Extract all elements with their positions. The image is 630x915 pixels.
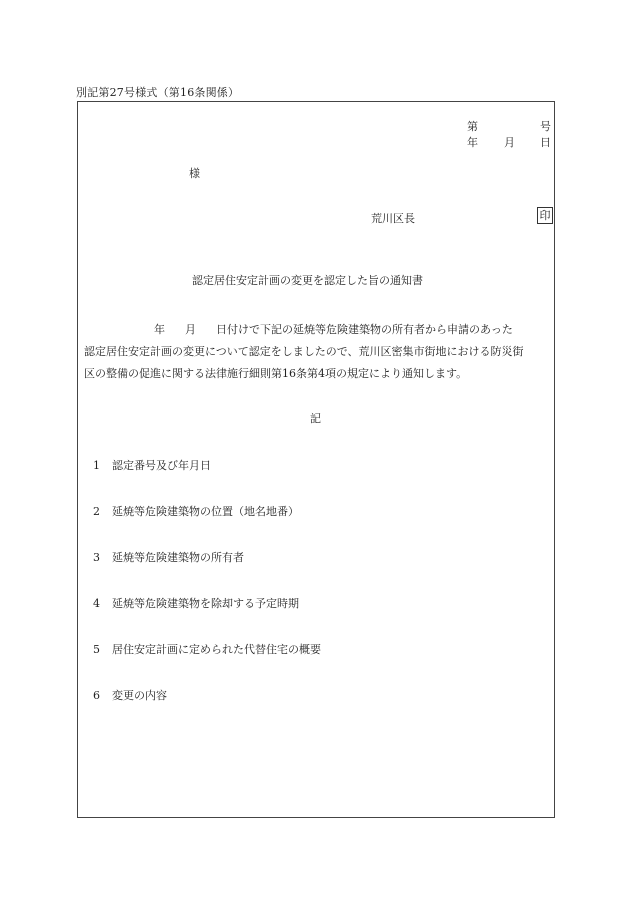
list-item: 3 延焼等危険建築物の所有者	[93, 551, 244, 564]
list-item: 2 延焼等危険建築物の位置（地名地番）	[93, 505, 299, 518]
body-line-3: 区の整備の促進に関する法律施行細則第16条第4項の規定により通知します。	[84, 367, 468, 380]
body-paragraph	[84, 319, 550, 385]
body-line-2: 認定居住安定計画の変更について認定をしましたので、荒川区密集市街地における防災街	[84, 345, 524, 358]
body-date-year: 年	[154, 323, 165, 336]
body-line-1-rest: 日付けで下記の延焼等危険建築物の所有者から申請のあった	[216, 323, 513, 336]
list-item: 6 変更の内容	[93, 689, 167, 702]
form-caption: 別記第27号様式（第16条関係）	[76, 86, 240, 99]
sender-name: 荒川区長	[371, 212, 415, 225]
doc-number-suffix: 号	[540, 120, 551, 133]
addressee-honorific: 様	[189, 167, 200, 180]
body-line-1	[84, 319, 550, 341]
list-item: 5 居住安定計画に定められた代替住宅の概要	[93, 643, 321, 656]
doc-number-prefix: 第	[467, 120, 478, 133]
document-title: 認定居住安定計画の変更を認定した旨の通知書	[192, 274, 423, 287]
seal-mark: 印	[537, 207, 553, 224]
header-date-month: 月	[504, 136, 515, 149]
header-date-year: 年	[467, 136, 478, 149]
body-date-month: 月	[185, 323, 196, 336]
header-date-day: 日	[540, 136, 551, 149]
ki-heading: 記	[310, 412, 321, 425]
list-item: 4 延焼等危険建築物を除却する予定時期	[93, 597, 299, 610]
list-item: 1 認定番号及び年月日	[93, 459, 211, 472]
